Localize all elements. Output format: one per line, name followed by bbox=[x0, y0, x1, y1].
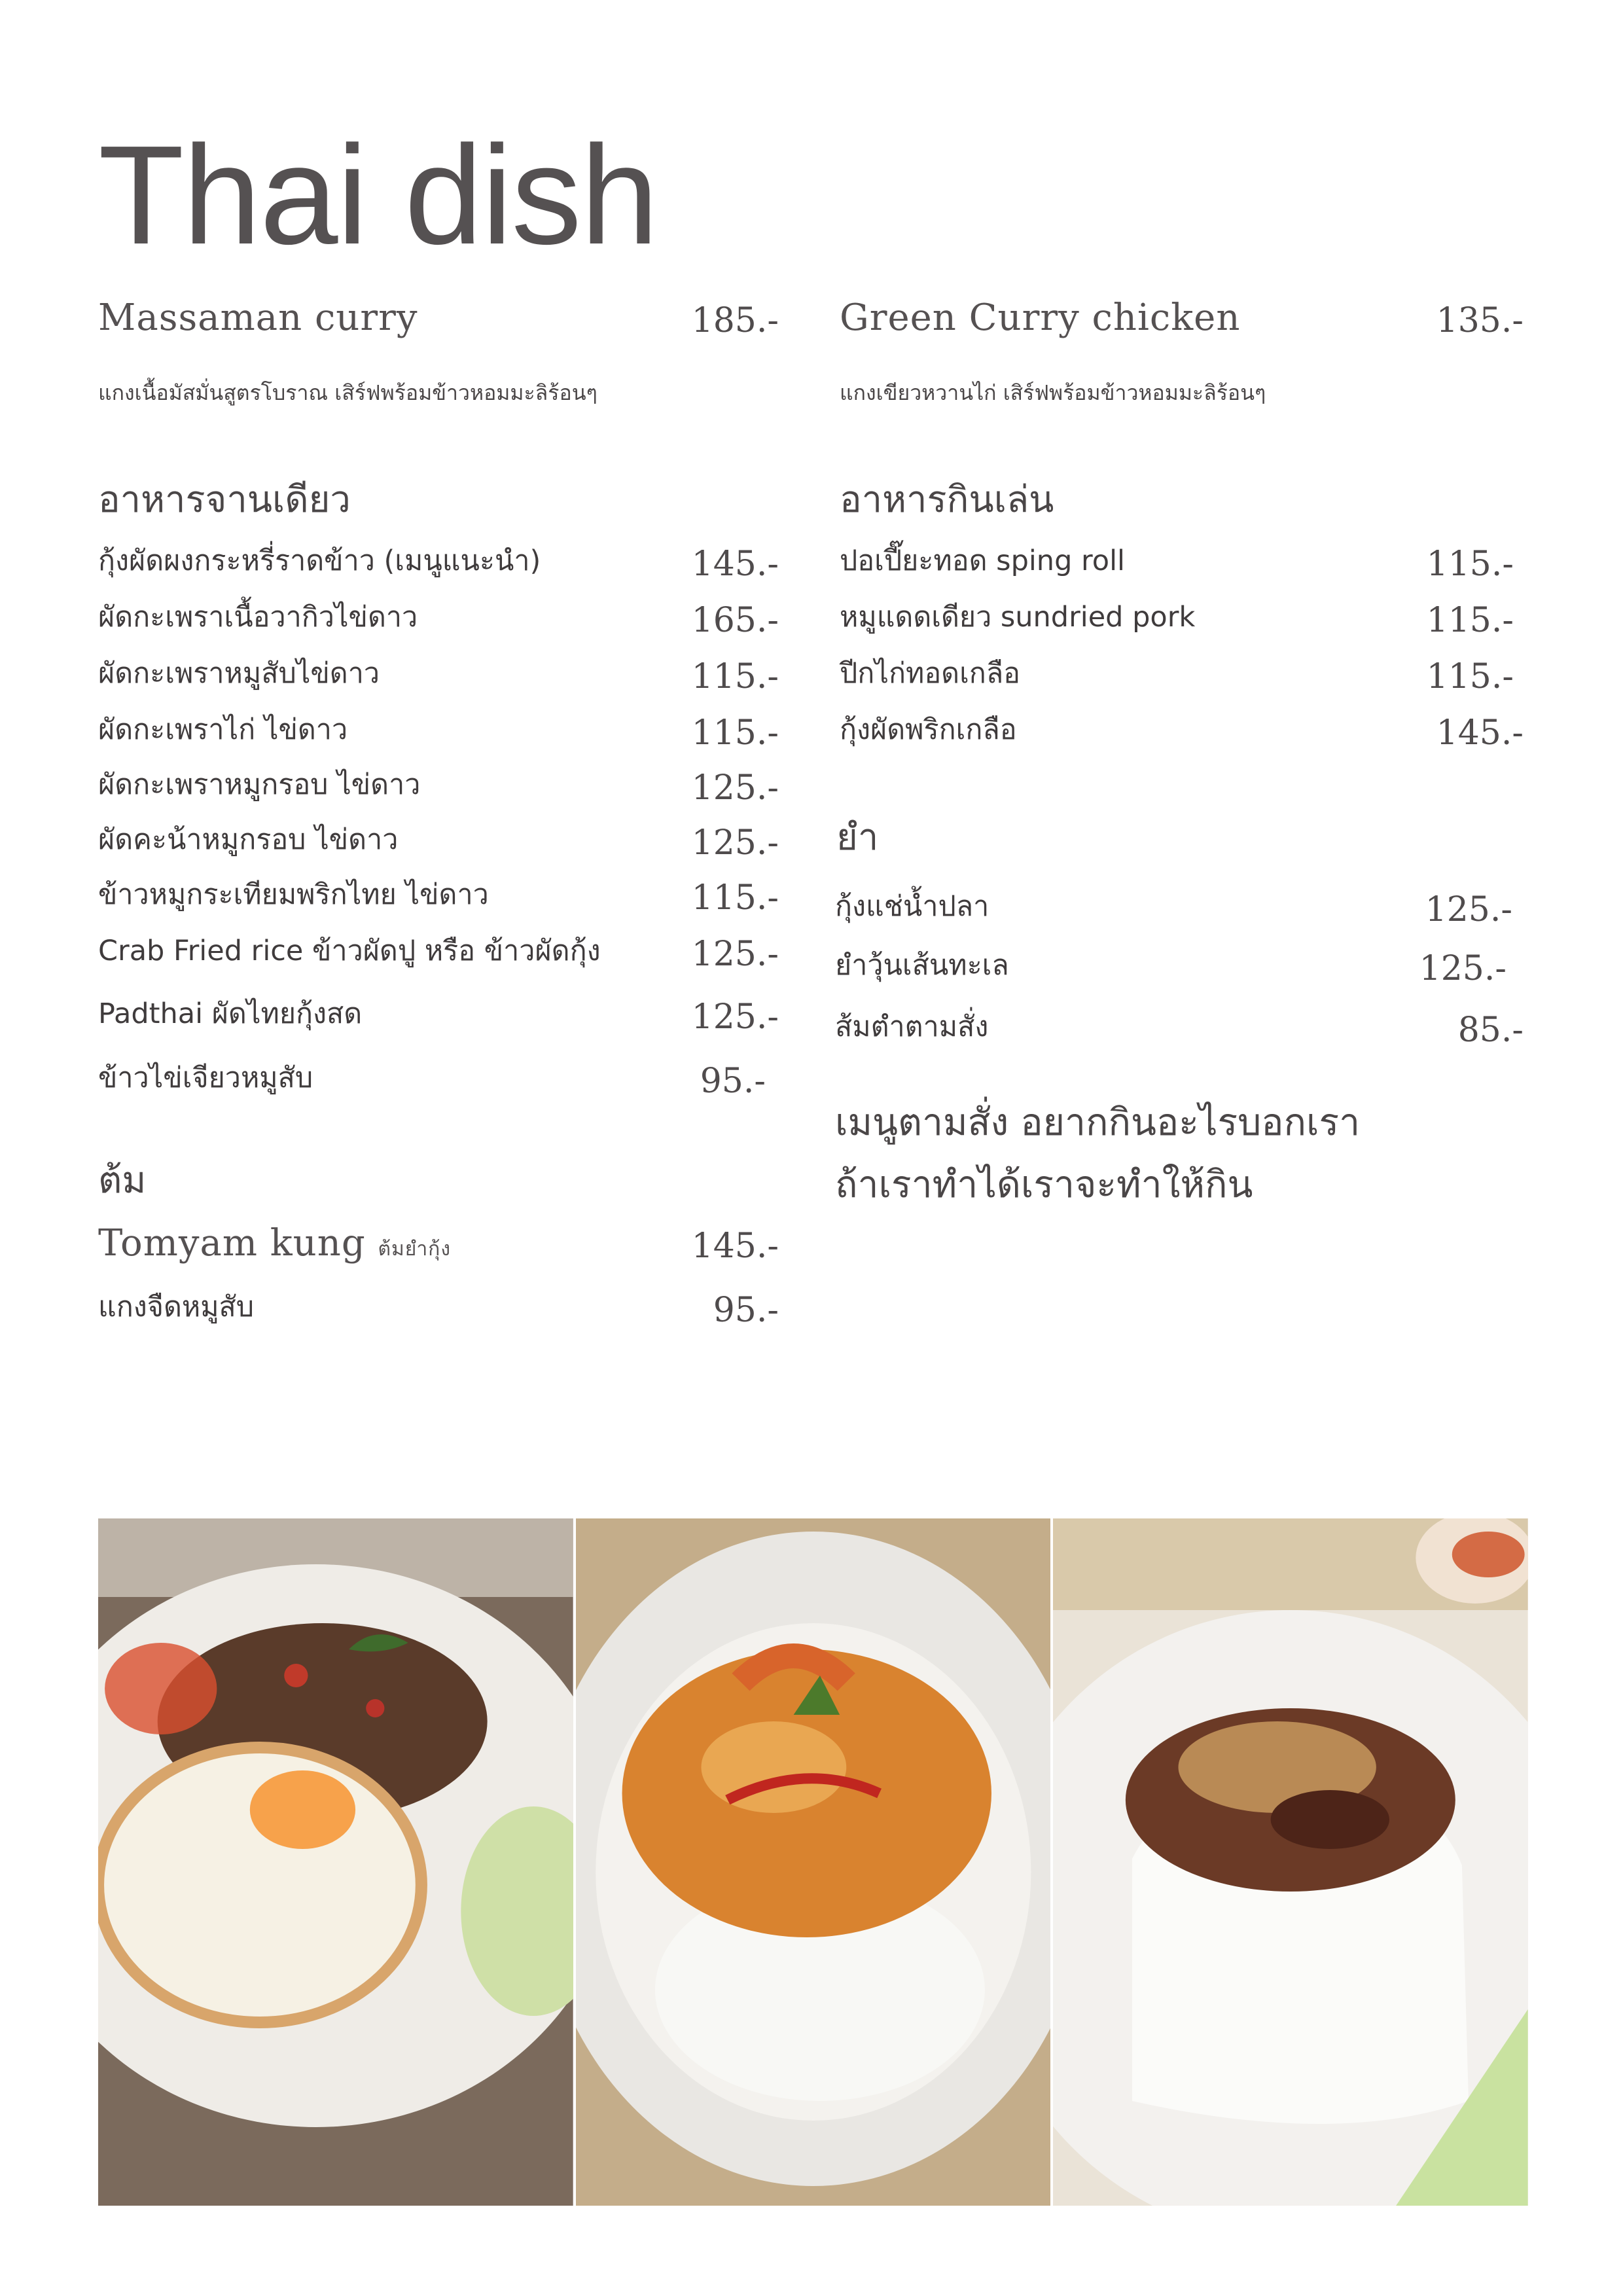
section-heading: อาหารจานเดียว bbox=[98, 478, 351, 521]
menu-item: ปอเปี๊ยะทอด sping roll 115.- bbox=[840, 545, 1514, 584]
item-subname: ต้มยำกุ้ง bbox=[378, 1238, 451, 1261]
garlic-pork-rice-photo bbox=[1053, 1518, 1528, 2206]
section-heading: ยำ bbox=[836, 816, 879, 859]
menu-item: ผัดกะเพราไก่ ไข่ดาว 115.- bbox=[98, 713, 779, 753]
menu-item: กุ้งผัดพริกเกลือ 145.- bbox=[840, 713, 1524, 753]
custom-order-note: เมนูตามสั่ง อยากกินอะไรบอกเรา ถ้าเราทำได้เราจะทำให้กิน bbox=[835, 1101, 1361, 1206]
menu-item-featured: Tomyam kung ต้มยำกุ้ง 145.- bbox=[98, 1222, 779, 1266]
menu-item: กุ้งผัดผงกระหรี่ราดข้าว (เมนูแนะนำ) 145.- bbox=[98, 545, 779, 584]
menu-item: ข้าวหมูกระเทียมพริกไทย ไข่ดาว 115.- bbox=[98, 878, 779, 918]
item-description: แกงเนื้อมัสมั่นสูตรโบราณ เสิร์ฟพร้อมข้าวหอมมะลิร้อนๆ bbox=[98, 380, 597, 405]
menu-item: ปีกไก่ทอดเกลือ 115.- bbox=[840, 657, 1514, 696]
menu-item: ผัดคะน้าหมูกรอบ ไข่ดาว 125.- bbox=[98, 823, 779, 863]
item-description: แกงเขียวหวานไก่ เสิร์ฟพร้อมข้าวหอมมะลิร้อนๆ bbox=[840, 380, 1266, 405]
basil-pork-fried-egg-photo bbox=[98, 1518, 573, 2206]
item-price: 185.- bbox=[691, 301, 779, 340]
menu-item: Crab Fried rice ข้าวผัดปู หรือ ข้าวผัดกุ้ง 125.- bbox=[98, 935, 779, 974]
menu-item-featured bbox=[98, 288, 779, 347]
photo-strip bbox=[98, 1518, 1528, 2206]
menu-item: กุ้งแช่น้ำปลา 125.- bbox=[835, 890, 1512, 929]
menu-item: ยำวุ้นเส้นทะเล 125.- bbox=[835, 949, 1507, 988]
menu-item: ผัดกะเพราหมูสับไข่ดาว 115.- bbox=[98, 657, 779, 696]
curry-shrimp-rice-photo bbox=[576, 1518, 1051, 2206]
page-title: Thai dish bbox=[98, 116, 658, 274]
menu-item-featured: Green Curry chicken 135.- bbox=[840, 296, 1524, 340]
menu-item: Padthai ผัดไทยกุ้งสด 125.- bbox=[98, 997, 779, 1037]
menu-item: แกงจืดหมูสับ 95.- bbox=[98, 1291, 779, 1330]
menu-item: ส้มตำตามสั่ง 85.- bbox=[835, 1011, 1524, 1050]
item-name: Massaman curry bbox=[98, 296, 418, 339]
menu-item: ข้าวไข่เจียวหมูสับ 95.- bbox=[98, 1062, 766, 1101]
section-heading: อาหารกินเล่น bbox=[840, 478, 1054, 521]
menu-item: ผัดกะเพราเนื้อวากิวไข่ดาว 165.- bbox=[98, 601, 779, 640]
menu-item: หมูแดดเดียว sundried pork 115.- bbox=[840, 601, 1514, 640]
menu-item: ผัดกะเพราหมูกรอบ ไข่ดาว 125.- bbox=[98, 768, 779, 808]
section-heading: ต้ม bbox=[98, 1159, 147, 1202]
